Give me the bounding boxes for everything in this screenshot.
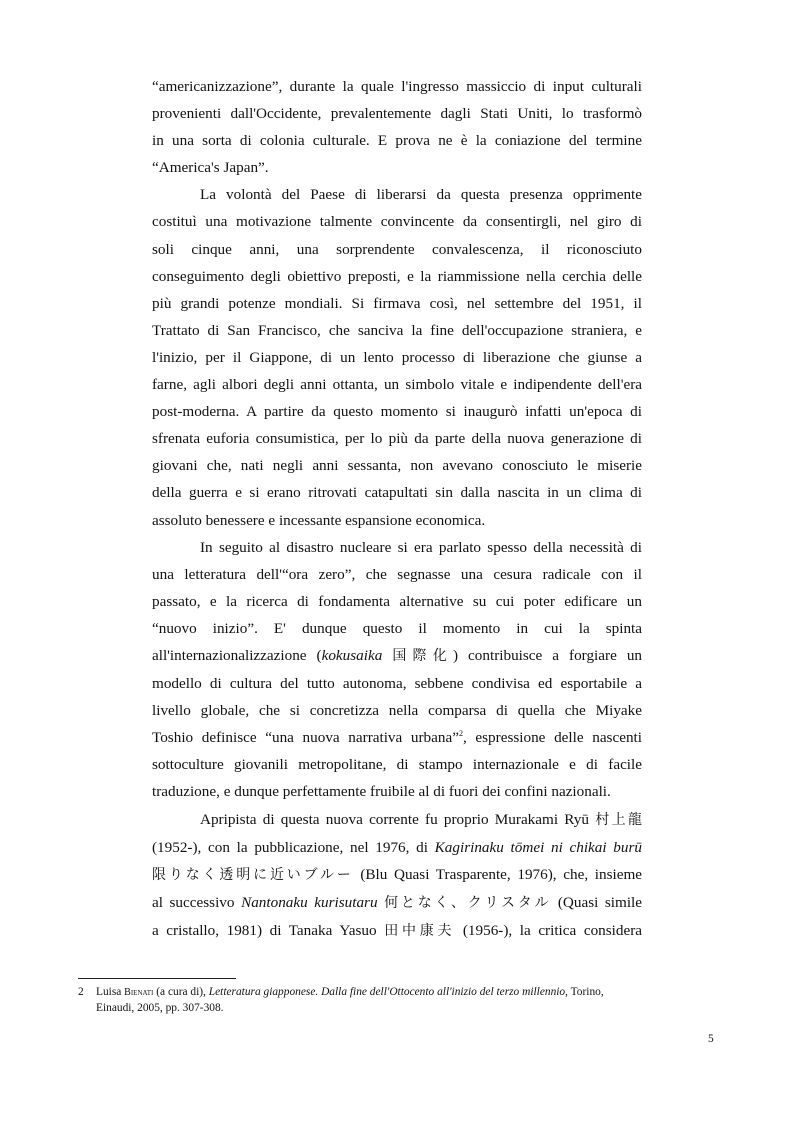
text-line: “nuovo inizio”. E' dunque questo il momento in cui la spinta [152, 619, 642, 637]
japanese-name: 田中康夫 [384, 922, 456, 939]
text-span: a cristallo, 1981) di Tanaka Yasuo [152, 921, 377, 939]
text-span: al successivo [152, 893, 235, 911]
text-line [152, 834, 642, 861]
text-line: modello di cultura del tutto autonoma, sebbene condivisa ed esportabile a [152, 675, 642, 693]
text-line: traduzione, e dunque perfettamente fruibile al di fuori dei confini nazionali. [152, 783, 611, 801]
text-line: della guerra e si erano ritrovati catapultati sin dalla nascita in un clima di [152, 484, 642, 502]
footnote-author-last: Bienati [124, 987, 154, 998]
japanese-title: 何となく、クリスタル [384, 894, 552, 911]
text-line: In seguito al disastro nucleare si era parlato spesso della necessità di [200, 538, 642, 556]
japanese-title: 限りなく透明に近いブルー [152, 866, 354, 883]
footnote-title: Letteratura giapponese. Dalla fine dell'Ottocento all'inizio del terzo millennio [208, 986, 566, 998]
footnote-separator [78, 978, 236, 979]
text-line: giovani che, nati negli anni sessanta, non avevano conosciuto le miserie [152, 457, 642, 475]
text-line: post-moderna. A partire da questo momento si inaugurò infatti un'epoca di [152, 403, 642, 421]
text-span: , espressione delle nascenti [462, 729, 642, 747]
footnote-reference[interactable]: 2 [458, 729, 463, 739]
text-line: farne, agli albori degli anni ottanta, un simbolo vitale e indipendente dell'era [152, 376, 642, 394]
text-line [152, 642, 642, 670]
text-line: provenienti dall'Occidente, prevalentemente dagli Stati Uniti, lo trasformò [152, 105, 642, 123]
footnote-editor-note: (a cura di), [156, 986, 206, 998]
text-line: passato, e la ricerca di fondamenta alternative su cui poter edificare un [152, 592, 642, 610]
text-line: più grandi potenze mondiali. Si firmava così, nel settembre del 1951, il [152, 294, 642, 312]
text-span: ) contribuisce a forgiare un [452, 646, 643, 664]
text-line: Trattato di San Francisco, che sanciva la fine dell'occupazione straniera, e [152, 321, 642, 339]
text-line: costituì una motivazione talmente convincente da consentirgli, nel giro di [152, 213, 642, 231]
text-line [152, 806, 642, 834]
text-line: livello globale, che si concretizza nella comparsa di quella che Miyake [152, 702, 642, 720]
japanese-name: 村上龍 [595, 811, 643, 828]
text-line: “americanizzazione”, durante la quale l'ingresso massiccio di input culturali [152, 78, 642, 95]
paragraph-4 [152, 806, 642, 945]
text-line: “America's Japan”. [152, 159, 269, 177]
footnote-publication: , Torino, [565, 986, 604, 998]
page-number: 5 [708, 1033, 714, 1045]
text-line: sottoculture giovanili metropolitane, di stampo internazionale e di facile [152, 756, 642, 774]
book-title: Kagirinaku tōmei ni chikai burū [434, 838, 642, 856]
text-span: (1956-), la critica considera [462, 921, 643, 939]
paragraph-3 [152, 534, 642, 806]
text-line: l'inizio, per il Giappone, di un lento processo di liberazione che giunse a [152, 348, 642, 366]
japanese-term-kanji: 国際化 [392, 647, 453, 664]
footnote-body [96, 985, 718, 1016]
text-line: una letteratura dell'“ora zero”, che segnasse una cesura radicale con il [152, 565, 642, 583]
paragraph-1 [152, 73, 642, 181]
body-text [152, 73, 642, 945]
text-line [152, 917, 642, 945]
text-line [152, 724, 642, 751]
japanese-term-romaji: kokusaika [321, 646, 383, 664]
book-title: Nantonaku kurisutaru [241, 893, 378, 911]
text-span: Apripista di questa nuova corrente fu proprio Murakami Ryū [200, 810, 589, 828]
text-line: assoluto benessere e incessante espansione economica. [152, 511, 486, 529]
text-span: (Quasi simile [557, 893, 643, 911]
text-line: sfrenata euforia consumistica, per lo più da parte della nuova generazione di [152, 430, 642, 448]
text-line: conseguimento degli obiettivo preposti, e la riammissione nella cerchia delle [152, 267, 642, 285]
text-span: all'internazionalizzazione ( [152, 646, 322, 664]
text-span: (1952-), con la pubblicazione, nel 1976, di [152, 838, 428, 856]
paragraph-2 [152, 181, 642, 533]
footnote-number: 2 [78, 986, 84, 998]
text-line: in una sorta di colonia culturale. E prova ne è la coniazione del termine [152, 132, 642, 150]
footnote [78, 985, 718, 1016]
text-span: Toshio definisce “una nuova narrativa urbana” [152, 729, 459, 747]
footnote-publication-2: Einaudi, 2005, pp. 307-308. [96, 1001, 224, 1014]
text-span: (Blu Quasi Trasparente, 1976), che, insieme [360, 865, 643, 883]
text-line: soli cinque anni, una sorprendente convalescenza, il riconosciuto [152, 240, 642, 258]
footnote-author-first: Luisa [96, 986, 122, 998]
text-line [152, 889, 642, 917]
text-line [152, 861, 642, 889]
text-line: La volontà del Paese di liberarsi da questa presenza opprimente [200, 186, 642, 204]
